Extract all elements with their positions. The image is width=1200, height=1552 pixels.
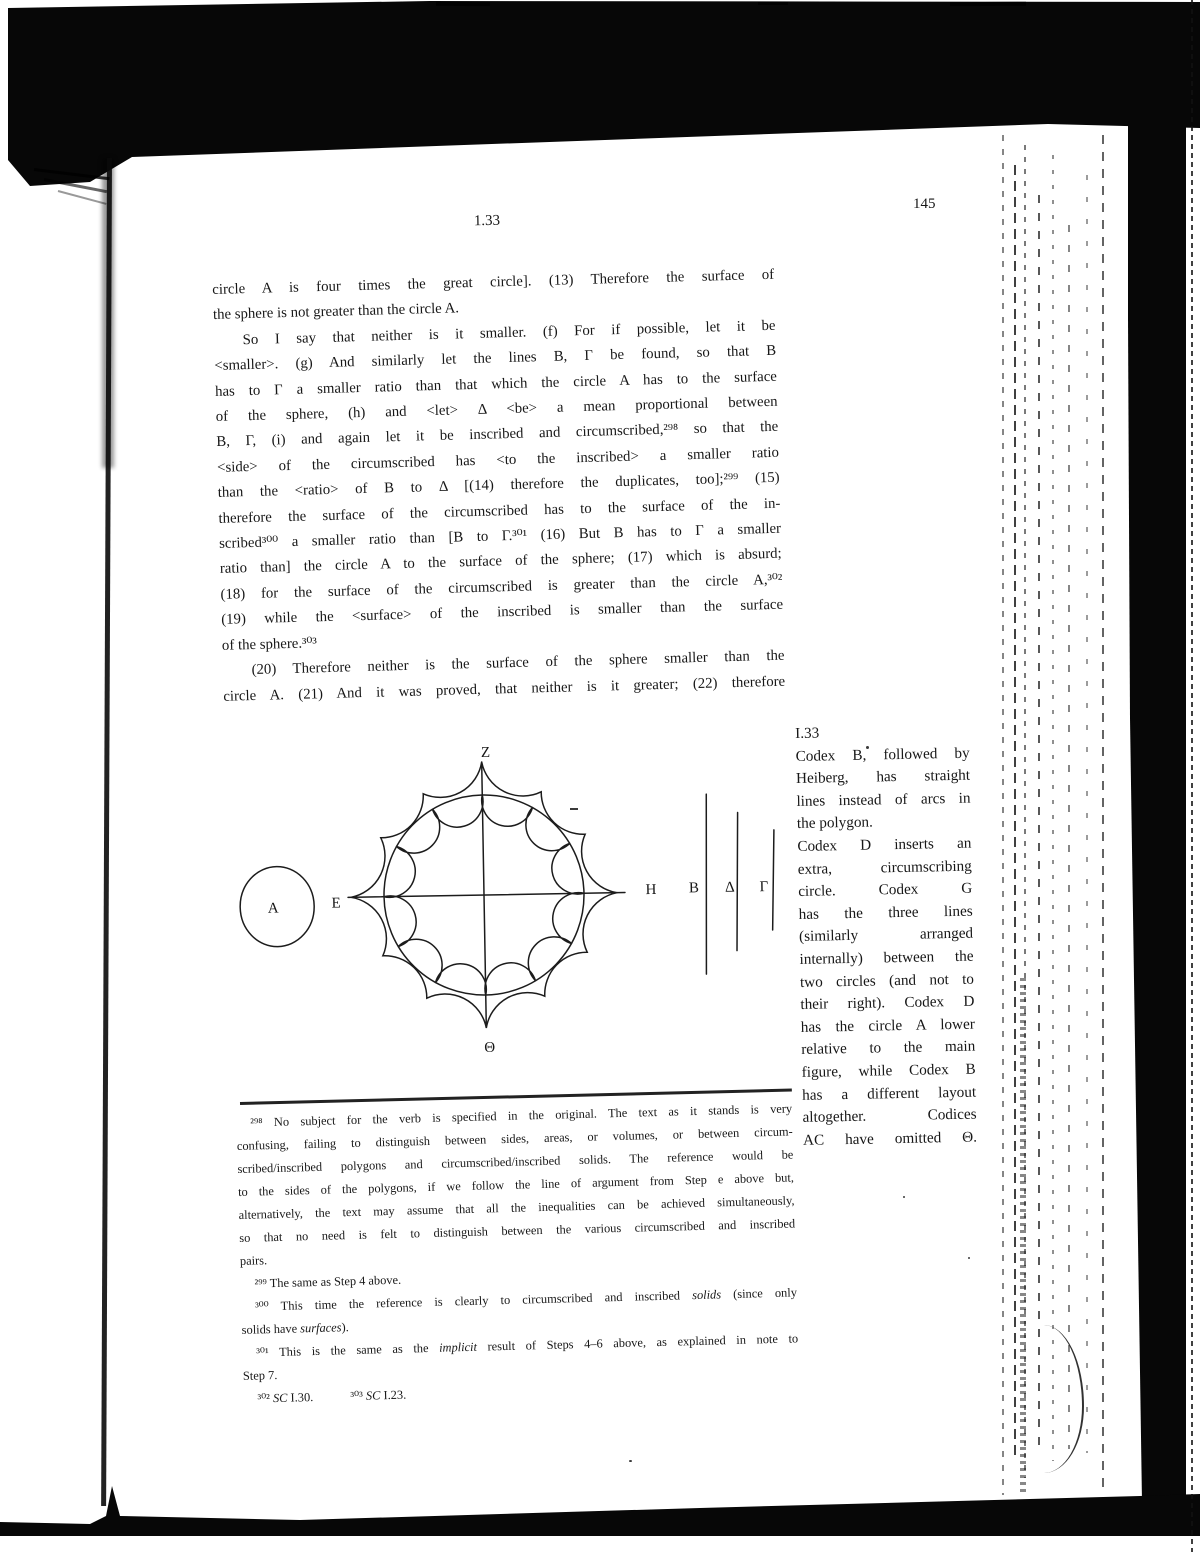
- page-edge-line: [1086, 175, 1088, 1453]
- text-segment: ³⁰¹ This is the same as the: [256, 1340, 440, 1360]
- text-segment: solids: [691, 1287, 722, 1303]
- text-segment: ³⁰⁰ This time the reference is clearly to circumscribed and inscribed: [254, 1288, 693, 1314]
- body-text-line: therefore the surface of the circumscribed has to the surface of the in-: [218, 495, 781, 527]
- page-edge-line: [1068, 225, 1070, 1449]
- margin-note-line: I.33: [795, 724, 820, 742]
- body-text-line: <side> of the circumscribed has <to the inscribed> a smaller ratio: [216, 444, 780, 476]
- body-text-line: (19) while the <surface> of the inscribed is smaller than the surface: [221, 596, 784, 629]
- body-text-line: circle A is four times the great circle]. (13) Therefore the surface of: [212, 266, 775, 298]
- page-edge-line: [1038, 195, 1040, 1446]
- text-segment: SC: [365, 1388, 381, 1403]
- body-text-line: <smaller>. (g) And similarly let the lines B, Γ be found, so that B: [214, 342, 777, 375]
- section-header: 1.33: [473, 212, 501, 230]
- label-theta: Θ: [484, 1039, 496, 1057]
- margin-note-line: altogether. Codices: [802, 1105, 977, 1127]
- text-segment: pairs.: [239, 1253, 268, 1268]
- text-segment: surfaces: [300, 1320, 342, 1336]
- body-text-line: ratio than] the circle A to the surface of the sphere; (17) which is absurd;: [219, 546, 782, 578]
- text-segment: I.23.: [380, 1387, 407, 1403]
- page-corner-fan: [58, 190, 107, 205]
- body-text-line: (20) Therefore neither is the surface of the sphere smaller than the: [251, 647, 785, 679]
- page-edge-line: [1052, 155, 1054, 1461]
- geometric-figure: [220, 728, 820, 1063]
- text-segment: SC: [272, 1390, 288, 1406]
- margin-note-line: internally) between the: [799, 947, 974, 968]
- body-text-line: has to Γ a smaller ratio than that which the circle A has to the surface: [214, 368, 778, 400]
- text-segment: alternatively, the text may assume that all the inequalities can be achieved simultaneously,: [238, 1193, 795, 1222]
- margin-note-line: AC have omitted Θ.: [802, 1128, 978, 1149]
- text-segment: ).: [341, 1320, 349, 1335]
- text-segment: scribed/inscribed polygons and circumscribed/inscribed solids. The reference would be: [237, 1147, 794, 1176]
- text-segment: ³⁰²: [257, 1391, 274, 1406]
- body-text-line: So I say that neither is it smaller. (f) For if possible, let it be: [242, 317, 776, 349]
- margin-note-line: relative to the main: [801, 1037, 976, 1059]
- page-edge-line: [1002, 135, 1004, 1495]
- text-segment: I.30.: [287, 1389, 351, 1405]
- body-text-line: of the sphere, (h) and <let> Δ <be> a mean proportional between: [215, 393, 778, 425]
- page-edge-texture: [1020, 978, 1026, 1495]
- page-edge-line: [1102, 135, 1104, 1495]
- body-text-line: B, Γ, (i) and again let it be inscribed and circumscribed,²⁹⁸ so that the: [216, 419, 779, 451]
- text-segment: ³⁰³: [350, 1388, 367, 1404]
- body-text: [212, 263, 785, 710]
- body-text-line: than the <ratio> of B to Δ [(14) therefore the duplicates, too];²⁹⁹ (15): [217, 469, 780, 502]
- text-segment: ²⁹⁸ No subject for the verb is specified in the original. The text as it stands is very: [250, 1101, 793, 1130]
- scan-speck: [629, 1460, 632, 1462]
- text-segment: ²⁹⁹ The same as Step 4 above.: [254, 1272, 402, 1291]
- line-b: [703, 794, 709, 974]
- text-segment: solids have: [241, 1321, 301, 1337]
- margin-note-line: circle. Codex G: [798, 879, 973, 901]
- label-a: A: [267, 900, 279, 917]
- scan-speck: [968, 1257, 970, 1259]
- body-text-line: circle A. (21) And it was proved, that neither is it greater; (22) therefore: [223, 673, 786, 705]
- margin-note-line: the polygon.: [796, 813, 874, 833]
- margin-note-line: Codex B, followed by: [795, 744, 970, 765]
- margin-note-line: Codex D inserts an: [797, 834, 972, 855]
- scan-speck: [903, 1196, 905, 1198]
- text-segment: so that no need is felt to distinguish between the various circumscribed and inscribed: [239, 1216, 796, 1245]
- text-segment: Step 7.: [242, 1368, 278, 1383]
- text-segment: implicit: [438, 1339, 478, 1355]
- text-segment: to the sides of the polygons, if we follow the line of argument from Step e above but,: [237, 1170, 795, 1199]
- margin-note-line: has the circle A lower: [800, 1015, 975, 1036]
- text-segment: result of Steps 4–6 above, as explained in note to: [476, 1331, 799, 1354]
- line-delta: [735, 813, 740, 951]
- margin-note-line: figure, while Codex B: [801, 1060, 976, 1081]
- body-text-line: of the sphere.³⁰³: [221, 634, 318, 654]
- margin-note-line: has the three lines: [798, 902, 973, 923]
- margin-note-line: their right). Codex D: [800, 992, 975, 1014]
- scan-top-mark: [436, 2, 490, 6]
- margin-note-line: two circles (and not to: [799, 970, 975, 991]
- page-edge-streaks: [990, 135, 1130, 1495]
- page-number: 145: [913, 196, 936, 212]
- text-segment: confusing, failing to distinguish between sides, areas, or volumes, or between circum-: [236, 1124, 793, 1153]
- margin-note-line: (similarly arranged: [798, 924, 974, 946]
- body-text-line: the sphere is not greater than the circle A.: [212, 300, 460, 324]
- line-gamma: [771, 830, 776, 930]
- scan-border-right: [1128, 118, 1186, 1502]
- scan-top-mark: [758, 2, 788, 5]
- scan-right-edge-line: [1191, 0, 1193, 1552]
- label-b: B: [688, 880, 700, 897]
- label-h: H: [645, 881, 657, 899]
- margin-note-line: has a different layout: [801, 1083, 977, 1104]
- label-z: Z: [480, 744, 491, 762]
- margin-note: [795, 720, 977, 1153]
- margin-note-line: lines instead of arcs in: [796, 789, 971, 810]
- label-delta: Δ: [724, 879, 735, 896]
- footnotes: [236, 1097, 800, 1410]
- margin-note-line: Heiberg, has straight: [795, 766, 971, 788]
- diameter-vertical: [482, 762, 487, 1025]
- label-e: E: [331, 895, 341, 912]
- body-text-line: scribed³⁰⁰ a smaller ratio than [B to Γ.³⁰¹ (16) But B has to Γ a smaller: [218, 520, 782, 552]
- text-segment: (since only: [720, 1285, 798, 1302]
- scan-top-mark: [950, 2, 1026, 7]
- margin-note-line: extra, circumscribing: [797, 857, 972, 878]
- label-gamma: Γ: [759, 879, 769, 896]
- body-text-line: (18) for the surface of the circumscribed is greater than the circle A,³⁰²: [220, 571, 783, 603]
- page-edge-line: [1014, 165, 1016, 1457]
